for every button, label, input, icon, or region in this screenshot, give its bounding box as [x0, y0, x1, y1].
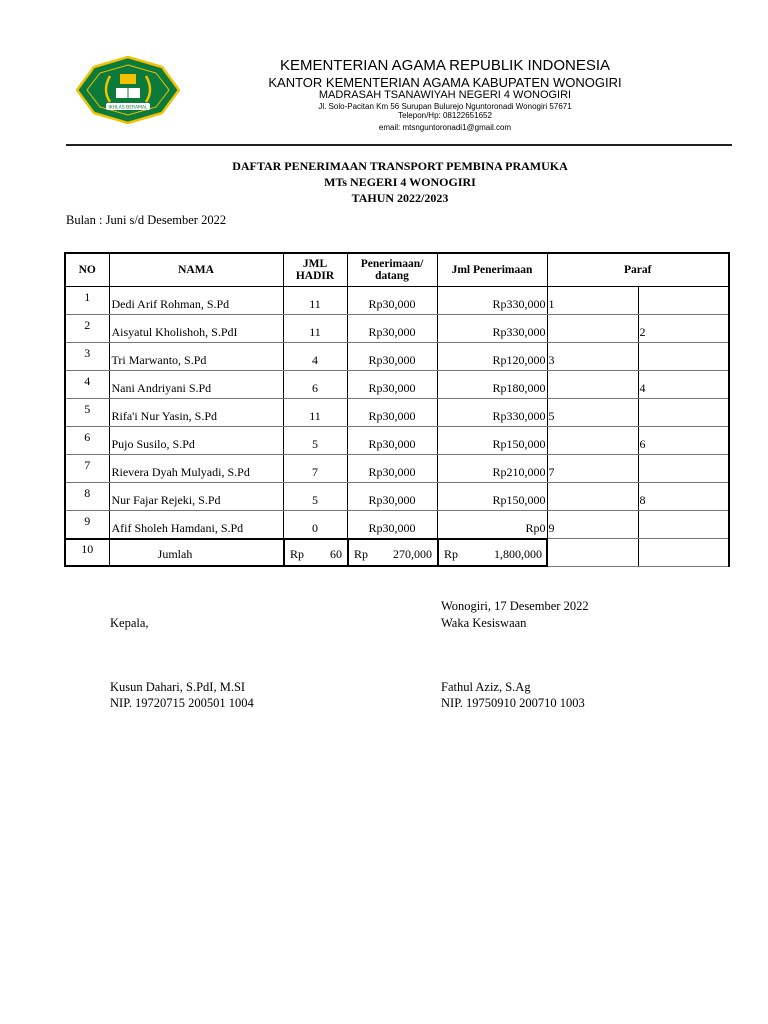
- row-paraf-left: 1: [547, 287, 638, 315]
- row-paraf-right: [638, 539, 729, 567]
- row-penerimaan: Rp30,000: [347, 315, 437, 343]
- row-nama: Nur Fajar Rejeki, S.Pd: [109, 483, 283, 511]
- col-header-penerimaan: Penerimaan/ datang: [347, 253, 437, 287]
- row-penerimaan: Rp30,000: [347, 427, 437, 455]
- row-jml: Rp150,000: [437, 427, 547, 455]
- table-row: [65, 371, 729, 399]
- period-value: Juni s/d Desember 2022: [105, 213, 227, 227]
- row-nama: Aisyatul Kholishoh, S.PdI: [109, 315, 283, 343]
- header-divider: [66, 144, 732, 146]
- total-row: [64, 538, 548, 567]
- row-no: 4: [65, 371, 109, 399]
- col-header-hadir: JML HADIR: [283, 253, 347, 287]
- logo-text: IKHLAS BERAMAL: [108, 105, 148, 111]
- row-no: 8: [65, 483, 109, 511]
- row-paraf-left: [547, 371, 638, 399]
- table-row: [65, 315, 729, 343]
- row-paraf-left: 5: [547, 399, 638, 427]
- row-paraf-right: [638, 287, 729, 315]
- row-penerimaan: Rp30,000: [347, 343, 437, 371]
- row-paraf-left: 3: [547, 343, 638, 371]
- row-hadir: 7: [283, 455, 347, 483]
- row-nama: Rievera Dyah Mulyadi, S.Pd: [109, 455, 283, 483]
- period-label: Bulan: [66, 213, 96, 227]
- row-hadir: 0: [283, 511, 347, 539]
- right-signer-nip: NIP. 19750910 200710 1003: [441, 696, 585, 710]
- col-header-no: NO: [65, 253, 109, 287]
- row-penerimaan: Rp30,000: [347, 455, 437, 483]
- row-paraf-left: [547, 539, 638, 567]
- document-title: DAFTAR PENERIMAAN TRANSPORT PEMBINA PRAMUKA: [232, 159, 568, 173]
- row-hadir: 5: [283, 483, 347, 511]
- table-row: [65, 455, 729, 483]
- row-nama: Pujo Susilo, S.Pd: [109, 427, 283, 455]
- total-label: Jumlah: [66, 540, 285, 565]
- row-paraf-right: [638, 455, 729, 483]
- ministry-logo: [76, 56, 180, 124]
- row-nama: Tri Marwanto, S.Pd: [109, 343, 283, 371]
- row-paraf-left: 9: [547, 511, 638, 539]
- row-paraf-left: [547, 315, 638, 343]
- row-paraf-right: [638, 399, 729, 427]
- row-jml: Rp330,000: [437, 287, 547, 315]
- row-jml: Rp330,000: [437, 399, 547, 427]
- document-year: TAHUN 2022/2023: [351, 191, 449, 205]
- row-no: 2: [65, 315, 109, 343]
- row-no: 7: [65, 455, 109, 483]
- header-ministry: KEMENTERIAN AGAMA REPUBLIK INDONESIA: [279, 57, 611, 74]
- row-jml: Rp210,000: [437, 455, 547, 483]
- header-address: Jl. Solo-Pacitan Km 56 Surupan Bulurejo Nguntoronadi Wonogiri 57671: [318, 102, 572, 111]
- col-header-jml: Jml Penerimaan: [437, 253, 547, 287]
- table-row: [65, 399, 729, 427]
- row-nama: Dedi Arif Rohman, S.Pd: [109, 287, 283, 315]
- row-paraf-right: 2: [638, 315, 729, 343]
- table-row: [65, 427, 729, 455]
- header-school: MADRASAH TSANAWIYAH NEGERI 4 WONOGIRI: [318, 89, 572, 101]
- row-jml: Rp120,000: [437, 343, 547, 371]
- col-header-nama: NAMA: [109, 253, 283, 287]
- row-no: 3: [65, 343, 109, 371]
- header-email: email: mtsnguntoronadi1@gmail.com: [378, 123, 512, 132]
- row-paraf-left: [547, 427, 638, 455]
- table-row: [65, 287, 729, 315]
- row-paraf-left: [547, 483, 638, 511]
- right-signer-role: Waka Kesiswaan: [441, 616, 527, 630]
- row-penerimaan: Rp30,000: [347, 399, 437, 427]
- row-no: 9: [65, 511, 109, 539]
- row-no: 1: [65, 287, 109, 315]
- row-no: 10: [65, 539, 109, 567]
- row-paraf-right: 8: [638, 483, 729, 511]
- row-penerimaan: Rp30,000: [347, 287, 437, 315]
- period-line: Bulan : Juni s/d Desember 2022: [66, 213, 227, 227]
- row-hadir: 6: [283, 371, 347, 399]
- row-paraf-right: [638, 343, 729, 371]
- left-signer-name: Kusun Dahari, S.PdI, M.SI: [110, 680, 246, 694]
- row-jml: Rp0: [437, 511, 547, 539]
- row-hadir: 5: [283, 427, 347, 455]
- row-hadir: 11: [283, 287, 347, 315]
- left-signer-role: Kepala,: [110, 616, 149, 630]
- left-signer-nip: NIP. 19720715 200501 1004: [110, 696, 254, 710]
- total-hadir: Rp 60: [284, 540, 349, 565]
- row-hadir: 4: [283, 343, 347, 371]
- header-phone: Telepon/Hp: 08122651652: [398, 111, 492, 120]
- row-no: 5: [65, 399, 109, 427]
- row-paraf-right: [638, 511, 729, 539]
- row-penerimaan: Rp30,000: [347, 511, 437, 539]
- row-penerimaan: Rp30,000: [347, 483, 437, 511]
- row-jml: Rp330,000: [437, 315, 547, 343]
- document-subtitle: MTs NEGERI 4 WONOGIRI: [324, 175, 476, 189]
- row-jml: Rp180,000: [437, 371, 547, 399]
- table-row: [65, 483, 729, 511]
- table-row: [65, 511, 729, 539]
- col-header-paraf: Paraf: [547, 253, 729, 287]
- row-nama: Afif Sholeh Hamdani, S.Pd: [109, 511, 283, 539]
- row-paraf-right: 6: [638, 427, 729, 455]
- payment-table: [64, 252, 730, 567]
- place-date: Wonogiri, 17 Desember 2022: [441, 599, 589, 613]
- row-jml: Rp150,000: [437, 483, 547, 511]
- row-hadir: 11: [283, 315, 347, 343]
- row-nama: Nani Andriyani S.Pd: [109, 371, 283, 399]
- row-paraf-right: 4: [638, 371, 729, 399]
- total-jml: Rp 1,800,000: [444, 547, 542, 561]
- row-paraf-left: 7: [547, 455, 638, 483]
- header-office: KANTOR KEMENTERIAN AGAMA KABUPATEN WONOGIRI: [268, 75, 622, 90]
- table-row: [65, 343, 729, 371]
- row-no: 6: [65, 427, 109, 455]
- total-penerimaan: Rp 270,000: [348, 540, 439, 565]
- row-penerimaan: Rp30,000: [347, 371, 437, 399]
- row-hadir: 11: [283, 399, 347, 427]
- row-nama: Rifa'i Nur Yasin, S.Pd: [109, 399, 283, 427]
- right-signer-name: Fathul Aziz, S.Ag: [441, 680, 531, 694]
